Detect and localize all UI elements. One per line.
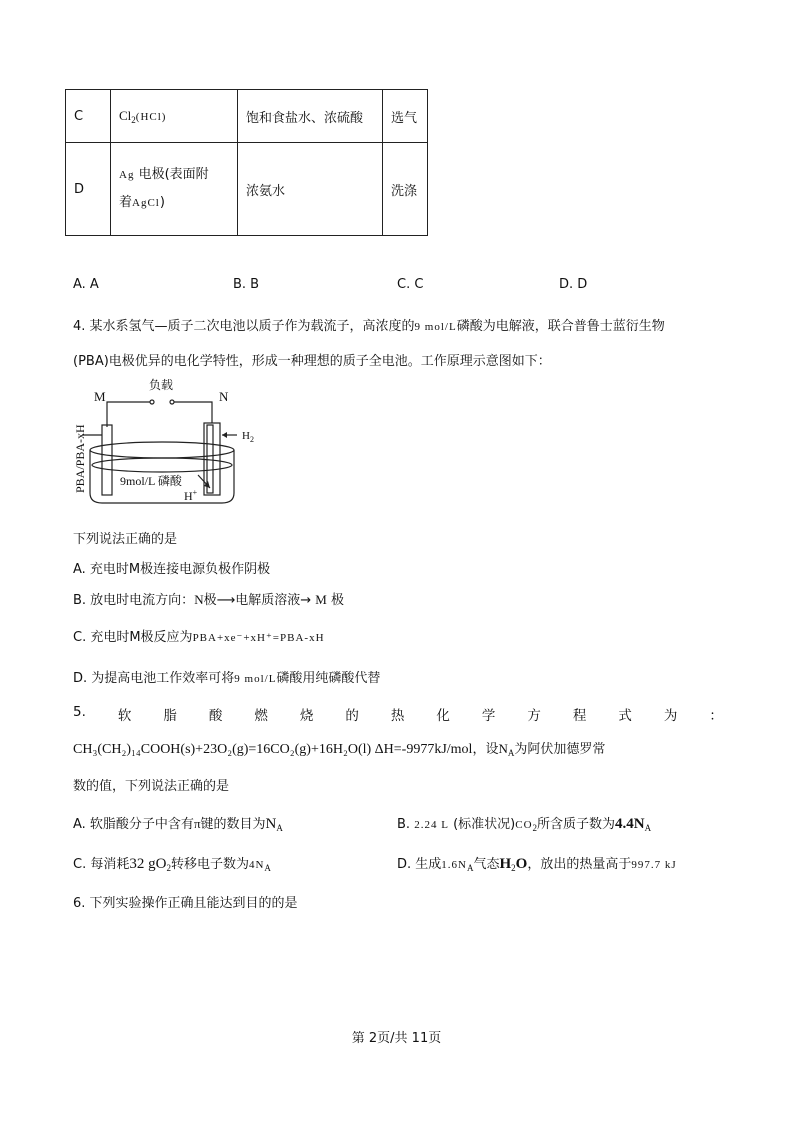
q5-option-a: A. 软脂酸分子中含有π键的数目为$N_A$ [73,816,283,833]
q3-option-c: C. C [397,277,424,292]
page-footer: 第 2页/共 11页 [351,1031,442,1046]
table-row [66,143,428,236]
switch-terminal [150,400,154,404]
q5-option-d: D. 生成$1.6N_A$气态$H_2O$，放出的热量高于997.7 kJ [397,856,677,873]
q6-stem: 6. 下列实验操作正确且能达到目的的是 [73,896,298,911]
q4-option-c: C. 充电时M极反应为PBA+xe⁻+xH⁺=PBA-xH [73,630,325,645]
switch-terminal [170,400,174,404]
q4-stem-line2: (PBA)电极优异的电化学特性，形成一种理想的质子全电池。工作原理示意图如下： [73,354,551,369]
q4-question: 下列说法正确的是 [73,532,178,547]
wire-left [107,402,150,427]
q4-stem-line1: 4. 某水系氢气—质子二次电池以质子作为载流子，高浓度的9 mol/L磷酸为电解液，联合普鲁士蓝衍生物 [73,319,665,334]
q5-option-c: C. 每消耗32 $gO_2$转移电子数为$4N_A$ [73,856,271,873]
q3-option-a: A. A [73,277,99,292]
electrolyte-surface [92,458,232,472]
m-label: M [94,389,106,404]
wire-right [174,402,212,423]
combustion-equation: CH₃(CH₂)₁₄COOH(s)+23O₂(g)=16CO₂(g)+16H₂O(l) ΔH=-9977kJ/mol [73,742,473,757]
row-label: C [66,90,111,143]
q5-stem-line2: CH₃(CH₂)₁₄COOH(s)+23O₂(g)=16CO₂(g)+16H₂O(l) ΔH=-9977kJ/mol，设$N_A$为阿伏加德罗常 [73,741,606,758]
q3-option-d: D. D [559,277,588,292]
battery-diagram [72,375,272,510]
method-cell: 选气 [383,90,428,143]
method-cell: 洗涤 [383,143,428,236]
h2-label: $H_2$ [242,430,254,444]
hplus-label: H+ [184,488,198,503]
electrode-material-label: PBA/PBA-xH [73,424,87,493]
substance-cell: $Cl_2(HCl)$ [111,90,238,143]
options-table [65,89,428,236]
reagent-cell: 浓氨水 [238,143,383,236]
h2-arrowhead [222,432,227,438]
reagent-cell: 饱和食盐水、浓硫酸 [238,90,383,143]
q4-option-b: B. 放电时电流方向：N极⟶电解质溶液→ M 极 [73,592,344,608]
q4-option-d: D. 为提高电池工作效率可将9 mol/L磷酸用纯磷酸代替 [73,671,381,686]
q4-option-a: A. 充电时M极连接电源负极作阴极 [73,562,271,577]
q5-stem-line3: 数的值，下列说法正确的是 [73,779,230,794]
table-row [66,90,428,143]
electrolyte-label: 9mol/L 磷酸 [120,474,182,488]
q5-option-b: B. 2.24 L (标准状况)$CO_2$所含质子数为$4.4N_A$ [397,816,652,833]
row-label: D [66,143,111,236]
q3-option-b: B. B [233,277,260,292]
substance-cell: Ag 电极(表面附 着AgCl) [111,143,238,236]
q5-stem-line1: 5. 软 脂 酸 燃 烧 的 热 化 学 方 程 式 为 ： [73,704,723,724]
load-label: 负载 [149,378,174,392]
n-label: N [219,389,229,404]
